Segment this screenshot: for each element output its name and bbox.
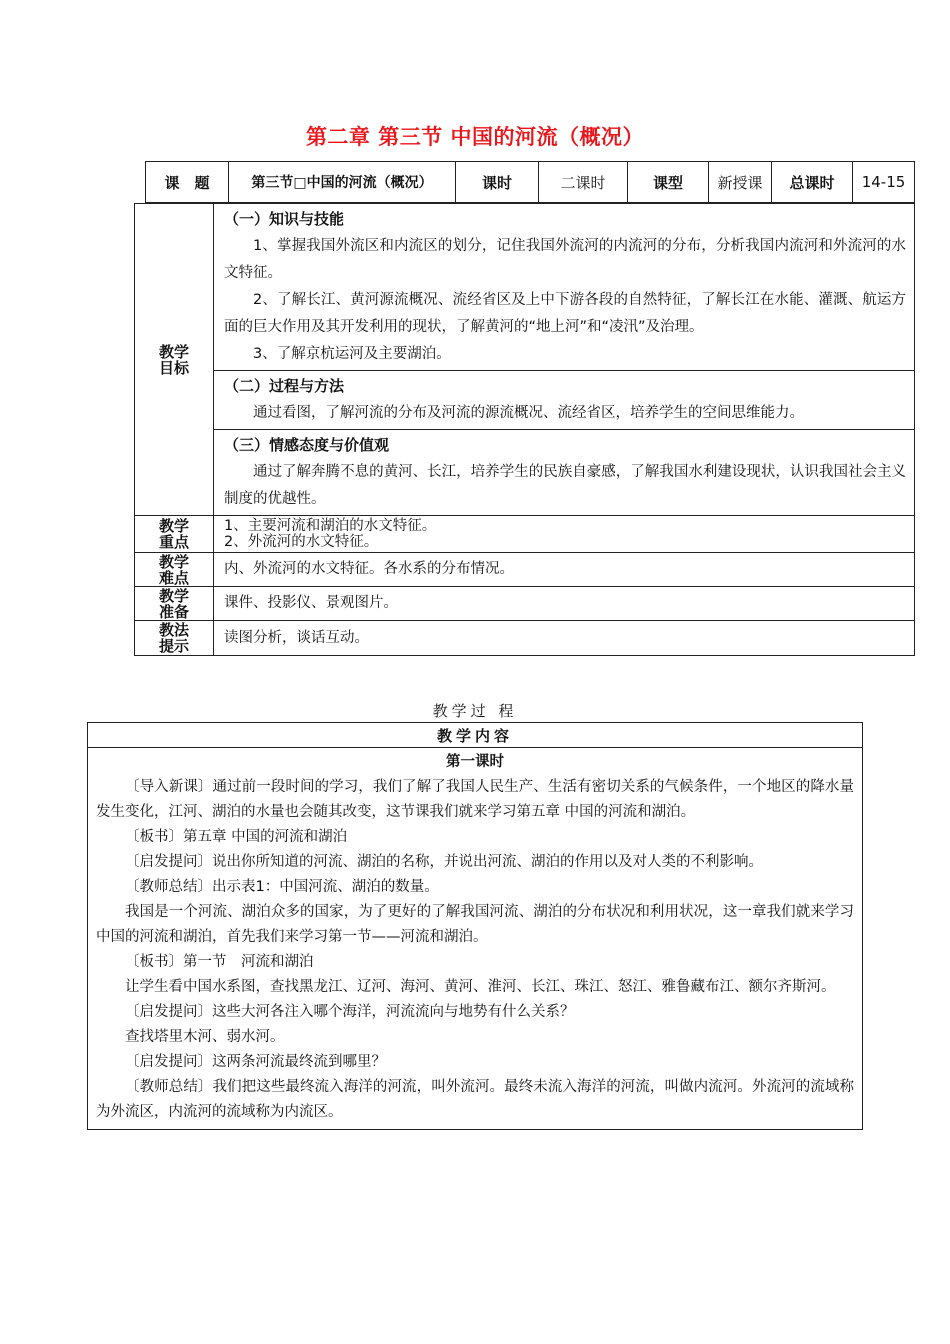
preparation-label [135,587,214,621]
teaching-plan-table [134,203,915,656]
process-method-title: （二）过程与方法 [224,377,345,395]
process-method-text: 通过看图，了解河流的分布及河流的源流概况、流经省区，培养学生的空间思维能力。 [253,405,804,421]
emotion-text: 通过了解奔腾不息的黄河、长江，培养学生的民族自豪感，了解我国水利建设现状，认识我国社会主义制度的优越性。 [224,464,906,507]
knowledge-section [214,204,915,371]
content-paragraph: 〔启发提问〕这两条河流最终流到哪里？ [125,1054,386,1070]
method-label [135,621,214,656]
hours-label: 课时 [456,162,539,203]
total-hours-value: 14-15 [853,162,915,203]
process-heading: 教学过 程 [432,702,518,720]
content-paragraph: 查找塔里木河、弱水河。 [125,1029,285,1045]
content-paragraph: 让学生看中国水系图，查找黑龙江、辽河、海河、黄河、淮河、长江、珠江、怒江、雅鲁藏布江、额尔齐斯河。 [125,979,836,995]
hours-value: 二课时 [539,162,628,203]
content-paragraph: 〔板书〕第五章 中国的河流和湖泊 [125,829,348,845]
lesson-title: 第一课时 [446,754,504,770]
preparation-text: 课件、投影仪、景观图片。 [214,587,915,621]
goals-label-text: 教学 目标 [158,342,189,377]
focus-line-1: 1、主要河流和湖泊的水文特征。 [224,518,437,534]
emotion-section [214,430,915,516]
knowledge-item-2: 2、了解长江、黄河源流概况、流经省区及上中下游各段的自然特征，了解长江在水能、灌溉、航运方面的巨大作用及其开发利用的现状，了解黄河的“地上河”和“凌汛”及治理。 [224,292,906,335]
content-paragraph: 〔板书〕第一节 河流和湖泊 [125,954,314,970]
difficulty-label [135,553,214,587]
process-method-section [214,371,915,430]
focus-cell [214,516,915,553]
page-title: 第二章 第三节 中国的河流（概况） [305,125,645,149]
type-value: 新授课 [709,162,772,203]
content-paragraph: 〔启发提问〕这些大河各注入哪个海洋，河流流向与地势有什么关系？ [125,1004,575,1020]
total-hours-label: 总课时 [772,162,853,203]
type-label: 课型 [628,162,709,203]
content-paragraph: 我国是一个河流、湖泊众多的国家，为了更好的了解我国河流、湖泊的分布状况和利用状况，这一章我们就来学习中国的河流和湖泊，首先我们来学习第一节——河流和湖泊。 [96,904,854,945]
knowledge-item-1: 1、掌握我国外流区和内流区的划分，记住我国外流河的内流河的分布，分析我国内流河和外流河的水文特征。 [224,238,906,281]
method-label-text: 教法 提示 [158,621,189,655]
content-paragraph: 〔启发提问〕说出你所知道的河流、湖泊的名称，并说出河流、湖泊的作用以及对人类的不利影响。 [125,854,763,870]
content-paragraph: 〔导入新课〕通过前一段时间的学习，我们了解了我国人民生产、生活有密切关系的气候条件，一个地区的降水量发生变化，江河、湖泊的水量也会随其改变，这节课我们就来学习第五章 中国的河流和湖泊。 [96,779,854,820]
difficulty-label-text: 教学 难点 [158,552,189,587]
topic-label: 课 题 [146,162,229,203]
content-heading: 教学内容 [88,723,863,748]
focus-line-2: 2、外流河的水文特征。 [224,534,379,550]
knowledge-item-3: 3、了解京杭运河及主要湖泊。 [253,346,451,362]
goals-label [135,204,214,516]
topic-value: 第三节□中国的河流（概况） [229,162,456,203]
method-text: 读图分析，谈话互动。 [214,621,915,656]
knowledge-title: （一）知识与技能 [224,210,345,228]
content-paragraph: 〔教师总结〕出示表1：中国河流、湖泊的数量。 [125,879,439,895]
content-paragraph: 〔教师总结〕我们把这些最终流入海洋的河流，叫外流河。最终未流入海洋的河流，叫做内流河。外流河的流域称为外流区，内流河的流域称为内流区。 [96,1079,854,1120]
preparation-label-text: 教学 准备 [158,586,189,621]
focus-label [135,516,214,553]
emotion-title: （三）情感态度与价值观 [224,436,390,454]
difficulty-text: 内、外流河的水文特征。各水系的分布情况。 [214,553,915,587]
focus-label-text: 教学 重点 [158,517,189,551]
content-body [88,748,863,1130]
lesson-header-table [145,161,915,203]
teaching-process-table [87,722,863,1130]
